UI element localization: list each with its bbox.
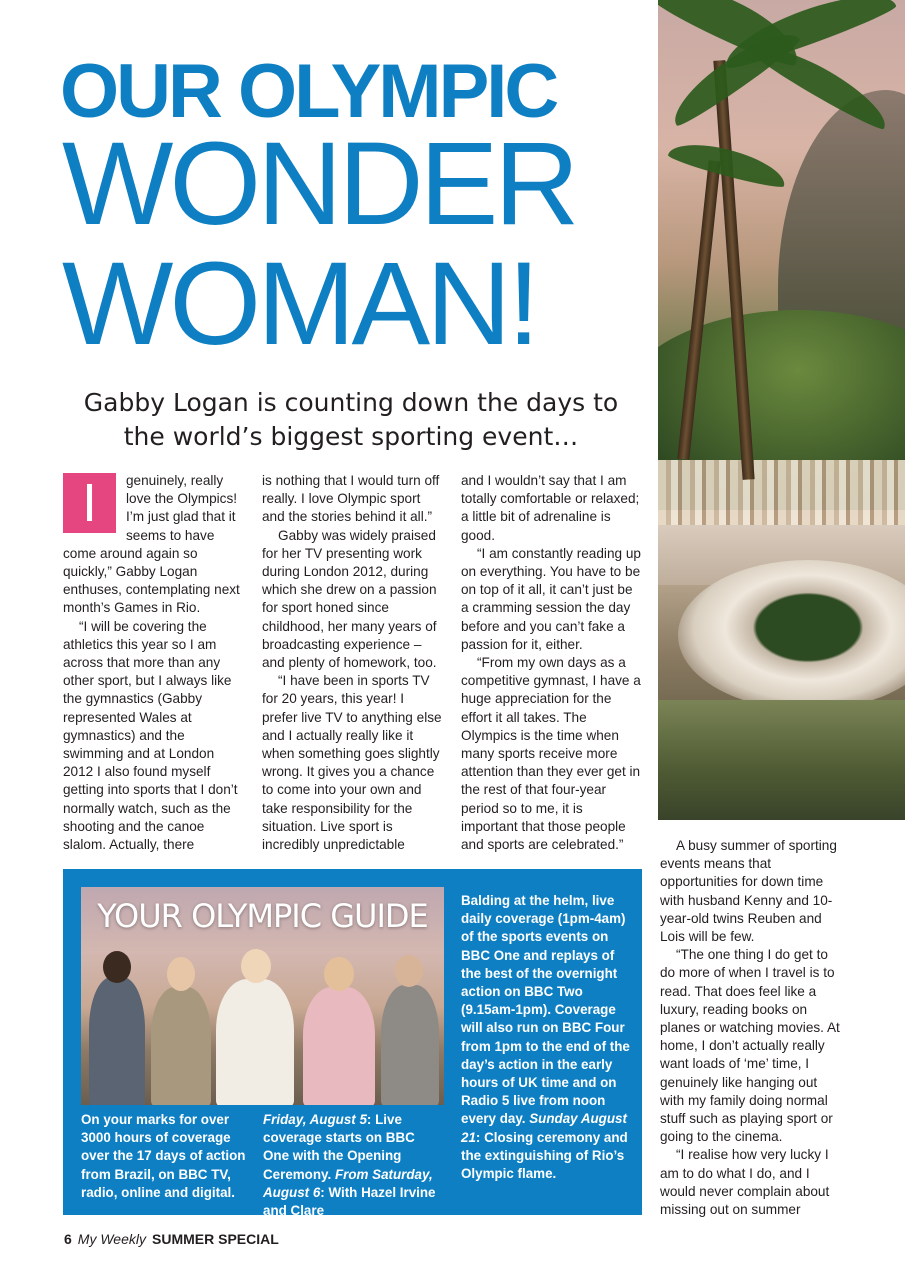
paragraph: genuinely, really love the Olympics! I’m just glad that it seems to have come around again so quickly,” Gabby Logan enthuses, contemplating next month’s Games in Rio. xyxy=(63,473,240,616)
town-buildings xyxy=(658,460,905,530)
paragraph: A busy summer of sporting events means that opportunities for down time with husband Kenny and 10-year-old twins Reuben and Lois will be few. xyxy=(660,838,837,945)
foreground-rocks xyxy=(658,700,905,820)
headline-line-3: WOMAN! xyxy=(62,238,537,370)
guide-date-lead: From Saturday, August 6 xyxy=(263,1166,433,1200)
presenter-figure xyxy=(381,985,439,1105)
presenter-figure xyxy=(303,987,375,1105)
page-footer xyxy=(64,1231,279,1247)
paragraph: “I will be covering the athletics this year so I am across that more than any other sport, but I always like the gymnastics (Gabby represented Wales at gymnastics) and the swimming and at London 2012 I also found myself getting into sports that I don’t normally watch, such as the shooting and the canoe slalom. Actually, there xyxy=(63,618,238,853)
section-name: SUMMER SPECIAL xyxy=(152,1231,279,1247)
standfirst: Gabby Logan is counting down the days to the world’s biggest sporting event… xyxy=(83,388,619,451)
presenter-figure xyxy=(151,987,211,1105)
guide-text-column-1: On your marks for over 3000 hours of coverage over the 17 days of action from Brazil, on BBC TV, radio, online and digital. xyxy=(81,1112,246,1200)
presenter-figure xyxy=(216,979,294,1105)
magazine-name: My Weekly xyxy=(77,1231,146,1247)
rio-landscape-photo xyxy=(658,0,905,820)
presenter-head xyxy=(167,957,195,991)
presenter-head xyxy=(103,951,131,983)
paragraph: “I have been in sports TV for 20 years, this year! I prefer live TV to anything else and I actually really like it when something goes slightly wrong. It gives you a chance to come into your own and take responsibility for the situation. Live sport is incredibly unpredictable xyxy=(262,673,442,853)
guide-text-column-3 xyxy=(461,892,631,1183)
guide-text-column-2 xyxy=(263,1111,443,1220)
article-column-1 xyxy=(63,472,243,854)
paragraph: “The one thing I do get to do more of when I travel is to read. That does feel like a luxury, reading books on planes or watching movies. At home, I don’t actually really want loads of ‘me’ time, I genuinely like hanging out with my family doing normal stuff such as playing sport or going to the cinema. xyxy=(660,947,840,1145)
guide-text: Balding at the helm, live daily coverage (1pm-4am) of the sports events on BBC One and replays of the best of the overnight action on BBC Two (9.15am-1pm). Coverage will also run on BBC Four from 1pm to the end of the day’s action in the early hours of UK time and on Radio 5 live from noon every day. xyxy=(461,893,630,1127)
paragraph: “I realise how very lucky I am to do what I do, and I would never complain about missing out on summer xyxy=(660,1147,830,1218)
paragraph: is nothing that I would turn off really. I love Olympic sport and the stories behind it all.” xyxy=(262,473,440,525)
guide-title: YOUR OLYMPIC GUIDE xyxy=(97,897,428,935)
article-column-4 xyxy=(660,837,840,1219)
paragraph: “From my own days as a competitive gymnast, I have a huge appreciation for the effort it all takes. The Olympics is the time when many sports receive more attention than they ever get in the rest of that four-year period so to me, it is important that those people and sports are celebrated.” xyxy=(461,655,641,853)
headline-line-1: OUR OLYMPIC xyxy=(60,49,557,134)
paragraph: and I wouldn’t say that I am totally comfortable or relaxed; a little bit of adrenaline is good. xyxy=(461,473,640,543)
olympic-guide-box xyxy=(63,869,642,1219)
presenter-head xyxy=(241,949,271,983)
article-column-3 xyxy=(461,472,641,854)
headline-line-2: WONDER xyxy=(62,118,576,250)
guide-text: : Live coverage starts on BBC One with the Opening Ceremony. xyxy=(263,1112,415,1182)
paragraph: Gabby was widely praised for her TV presenting work during London 2012, during which she drew on a passion for sport honed since childhood, her many years of broadcasting experience – and plenty of homework, too. xyxy=(262,527,437,671)
paragraph: “I am constantly reading up on everything. You have to be on top of it all, it can’t just be a cramming session the day before and you can’t fake a passion for it, either. xyxy=(461,545,641,652)
guide-date-lead: Sunday August 21 xyxy=(461,1111,627,1145)
guide-date-lead: Friday, August 5 xyxy=(263,1112,367,1127)
presenter-head xyxy=(324,957,354,991)
drop-cap: I xyxy=(63,473,116,533)
presenter-head xyxy=(395,955,423,987)
presenters-photo xyxy=(81,887,444,1105)
palm-frond xyxy=(751,34,895,133)
guide-text: : With Hazel Irvine and Clare xyxy=(263,1184,436,1219)
page-number: 6 xyxy=(64,1231,72,1247)
presenter-figure xyxy=(89,977,145,1105)
guide-text: : Closing ceremony and the extinguishing of Rio’s Olympic flame. xyxy=(461,1129,628,1182)
article-column-2 xyxy=(262,472,442,854)
